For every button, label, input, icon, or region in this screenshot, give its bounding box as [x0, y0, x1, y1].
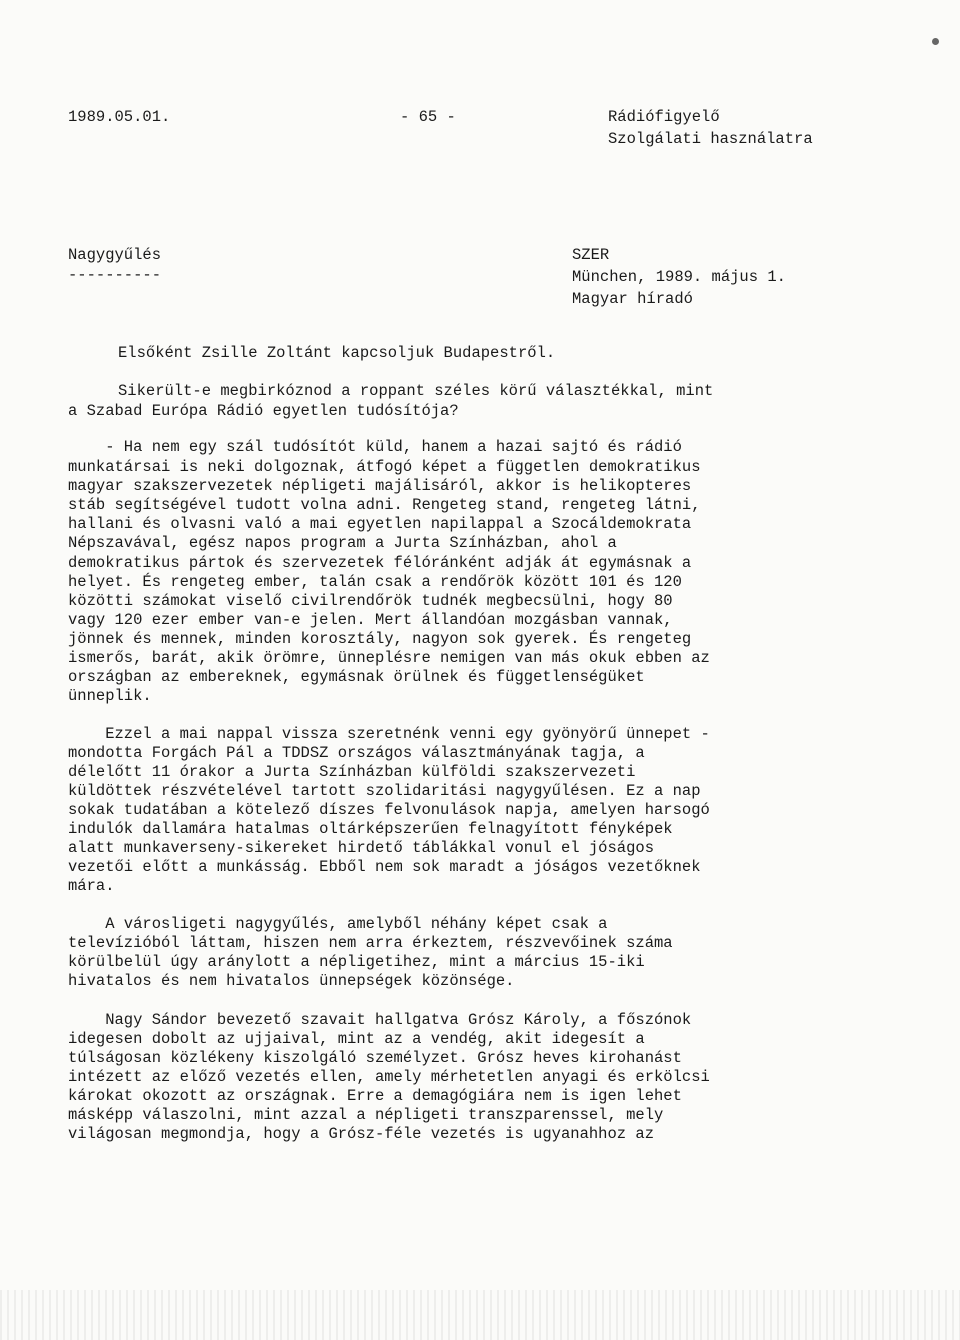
scan-mark-dot	[932, 38, 939, 45]
header-source: Rádiófigyelő	[608, 108, 720, 126]
item-program: Magyar híradó	[572, 290, 693, 308]
text-line: ünneplik.	[68, 687, 152, 705]
text-line: világosan megmondja, hogy a Grósz-féle vezetés is ugyanahhoz az	[68, 1125, 654, 1143]
item-place-date: München, 1989. május 1.	[572, 268, 786, 286]
text-line: körülbelül úgy aránylott a népligetihez, mint a március 15-iki	[68, 953, 645, 971]
header-page-number: - 65 -	[400, 108, 456, 126]
text-line: helyet. És rengeteg ember, talán csak a rendőrök között 101 és 120	[68, 573, 682, 591]
text-line: túlságosan közlékeny kiszolgáló személyzet. Grósz heves kirohanást	[68, 1049, 682, 1067]
text-line: vezetői előtt a munkásság. Ebből nem sok maradt a jóságos vezetőknek	[68, 858, 701, 876]
text-line: Ezzel a mai nappal vissza szeretnénk venni egy gyönyörű ünnepet -	[68, 725, 710, 743]
text-line: stáb segítségével tudott volna adni. Rengeteg stand, rengeteg látni,	[68, 496, 701, 514]
text-line: demokratikus pártok és szervezetek félóránként adják át egymásnak a	[68, 554, 692, 572]
question-line-1: Sikerült-e megbirkóznod a roppant széles körű választékkal, mint	[118, 382, 714, 400]
header-restriction: Szolgálati használatra	[608, 130, 813, 148]
text-line: sokak tudatában a kötelező díszes felvonulások napja, amelyen harsogó	[68, 801, 710, 819]
text-line: televízióból láttam, hiszen nem arra érkeztem, részvevőinek száma	[68, 934, 673, 952]
header-date: 1989.05.01.	[68, 108, 171, 126]
text-line: magyar szakszervezetek népligeti majálisáról, akkor is helikopteres	[68, 477, 692, 495]
text-line: károkat okozott az országnak. Erre a demagógiára nem is igen lehet	[68, 1087, 682, 1105]
text-line: intézett az előző vezetés ellen, amely mérhetetlen anyagi és erkölcsi	[68, 1068, 710, 1086]
scan-noise-strip	[0, 1290, 960, 1340]
text-line: mondotta Forgách Pál a TDDSZ országos választmányának tagja, a	[68, 744, 645, 762]
text-line: délelőtt 11 órakor a Jurta Színházban külföldi szakszervezeti	[68, 763, 636, 781]
text-line: mára.	[68, 877, 115, 895]
item-station: SZER	[572, 246, 610, 264]
text-line: indulók dallamára hatalmas oltárképszerűen felnagyított fényképek	[68, 820, 673, 838]
text-line: Népszavával, egész napos program a Jurta Színházban, ahol a	[68, 534, 617, 552]
text-line: küldöttek részvételével tartott szolidaritási nagygyűlésen. Ez a nap	[68, 782, 701, 800]
text-line: munkatársai is neki dolgoznak, átfogó képet a független demokratikus	[68, 458, 701, 476]
text-line: - Ha nem egy szál tudósítót küld, hanem a hazai sajtó és rádió	[68, 438, 682, 456]
question-line-2: a Szabad Európa Rádió egyetlen tudósítója?	[68, 402, 459, 420]
text-line: vagy 120 ezer ember van-e jelen. Mert állandóan mozgásban vannak,	[68, 611, 673, 629]
item-title-underline: ----------	[68, 266, 162, 284]
text-line: országban az embereknek, egymásnak örülnek és függetlenségüket	[68, 668, 645, 686]
text-line: ismerős, barát, akik örömre, ünneplésre nemigen van más okuk ebben az	[68, 649, 710, 667]
text-line: hallani és olvasni való a mai egyetlen napilappal a Szocáldemokrata	[68, 515, 692, 533]
text-line: hivatalos és nem hivatalos ünnepségek közönsége.	[68, 972, 515, 990]
text-line: alatt munkaverseny-sikereket hirdető táblákkal vonul el jóságos	[68, 839, 654, 857]
text-line: jönnek és mennek, minden korosztály, nagyon sok gyerek. És rengeteg	[68, 630, 692, 648]
item-title: Nagygyűlés	[68, 246, 162, 264]
text-line: idegesen dobolt az ujjaival, mint az a vendég, akit idegesít a	[68, 1030, 645, 1048]
text-line: közötti számokat viselő civilrendőrök tudnék megbecsülni, hogy 80	[68, 592, 673, 610]
text-line: A városligeti nagygyűlés, amelyből néhány képet csak a	[68, 915, 608, 933]
text-line: másképp válaszolni, mint azzal a népligeti transzparenssel, mely	[68, 1106, 664, 1124]
intro-line: Elsőként Zsille Zoltánt kapcsoljuk Budapestről.	[118, 344, 556, 362]
text-line: Nagy Sándor bevezető szavait hallgatva Grósz Károly, a főszónok	[68, 1011, 692, 1029]
